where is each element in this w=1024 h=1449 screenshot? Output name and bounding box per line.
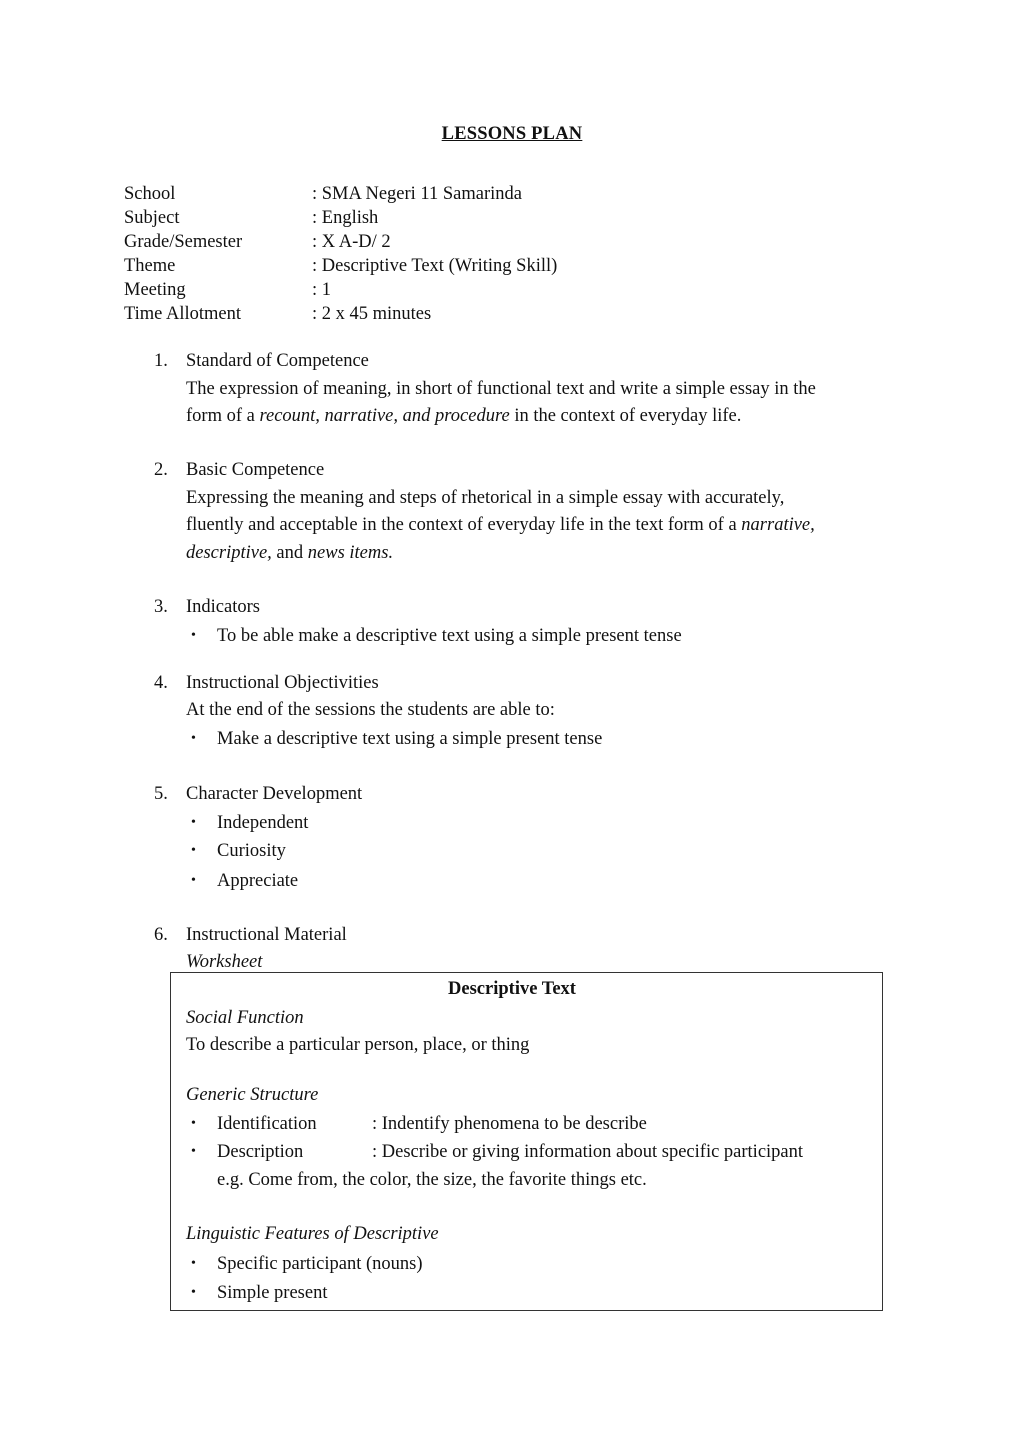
meta-label: Time Allotment: [124, 304, 242, 324]
section-paragraph: The expression of meaning, in short of functional text and write a simple essay in the: [186, 379, 816, 399]
text-run: form of a: [186, 406, 260, 426]
list-item: Make a descriptive text using a simple present tense: [217, 729, 603, 749]
italic-run: narrative,: [741, 515, 815, 535]
bullet-icon: •: [191, 873, 196, 888]
meta-value: : Descriptive Text (Writing Skill): [312, 256, 558, 276]
section-number: 5.: [154, 784, 168, 804]
text-run: and: [271, 543, 308, 563]
social-function-heading: Social Function: [186, 1008, 304, 1028]
section-heading-basic-competence: Basic Competence: [186, 460, 325, 480]
generic-structure-value: : Indentify phenomena to be describe: [372, 1114, 647, 1134]
social-function-text: To describe a particular person, place, or thing: [186, 1035, 530, 1055]
list-item: Specific participant (nouns): [217, 1254, 423, 1274]
bullet-icon: •: [191, 1144, 196, 1159]
generic-structure-value: : Describe or giving information about specific participant: [372, 1142, 804, 1162]
list-item: Simple present: [217, 1283, 328, 1303]
italic-run: descriptive,: [186, 543, 272, 563]
bullet-icon: •: [191, 1285, 196, 1300]
section-paragraph: [186, 540, 393, 566]
generic-structure-label: Description: [217, 1142, 304, 1162]
generic-structure-heading: Generic Structure: [186, 1085, 319, 1105]
meta-label: Theme: [124, 256, 176, 276]
meta-value: : English: [312, 208, 379, 228]
bullet-icon: •: [191, 843, 196, 858]
list-item: Appreciate: [217, 871, 299, 891]
page-title: LESSONS PLAN: [441, 124, 583, 144]
section-number: 2.: [154, 460, 168, 480]
meta-table: [124, 182, 824, 326]
section-number: 3.: [154, 597, 168, 617]
section-paragraph: At the end of the sessions the students are able to:: [186, 700, 555, 720]
section-paragraph: [186, 512, 815, 538]
bullet-icon: •: [191, 628, 196, 643]
meta-row: [124, 230, 824, 254]
section-paragraph: [186, 403, 741, 429]
meta-value: : SMA Negeri 11 Samarinda: [312, 184, 522, 204]
generic-structure-continuation: e.g. Come from, the color, the size, the favorite things etc.: [217, 1170, 647, 1190]
list-item: Curiosity: [217, 841, 286, 861]
meta-row: [124, 182, 824, 206]
meta-row: [124, 206, 824, 230]
section-number: 1.: [154, 351, 168, 371]
meta-label: Meeting: [124, 280, 186, 300]
meta-row: [124, 302, 824, 326]
meta-row: [124, 278, 824, 302]
list-item: To be able make a descriptive text using a simple present tense: [217, 626, 682, 646]
section-heading-character-development: Character Development: [186, 784, 363, 804]
meta-label: School: [124, 184, 176, 204]
meta-label: Subject: [124, 208, 180, 228]
meta-label: Grade/Semester: [124, 232, 243, 252]
text-run: fluently and acceptable in the context of everyday life in the text form of a: [186, 515, 742, 535]
section-heading-instructional-objectivities: Instructional Objectivities: [186, 673, 379, 693]
meta-value: : X A-D/ 2: [312, 232, 391, 252]
bullet-icon: •: [191, 731, 196, 746]
italic-run: news items.: [307, 543, 394, 563]
generic-structure-label: Identification: [217, 1114, 317, 1134]
linguistic-features-heading: Linguistic Features of Descriptive: [186, 1224, 439, 1244]
section-paragraph: Expressing the meaning and steps of rhetorical in a simple essay with accurately,: [186, 488, 785, 508]
section-number: 6.: [154, 925, 168, 945]
section-heading-standard-of-competence: Standard of Competence: [186, 351, 369, 371]
section-heading-instructional-material: Instructional Material: [186, 925, 347, 945]
bullet-icon: •: [191, 815, 196, 830]
list-item: Independent: [217, 813, 309, 833]
bullet-icon: •: [191, 1256, 196, 1271]
section-heading-indicators: Indicators: [186, 597, 260, 617]
bullet-icon: •: [191, 1116, 196, 1131]
italic-run: recount, narrative, and procedure: [259, 406, 510, 426]
worksheet-label: Worksheet: [186, 952, 263, 972]
section-number: 4.: [154, 673, 168, 693]
worksheet-title: Descriptive Text: [448, 979, 576, 999]
meta-value: : 2 x 45 minutes: [312, 304, 432, 324]
text-run: in the context of everyday life.: [509, 406, 742, 426]
meta-value: : 1: [312, 280, 332, 300]
meta-row: [124, 254, 824, 278]
